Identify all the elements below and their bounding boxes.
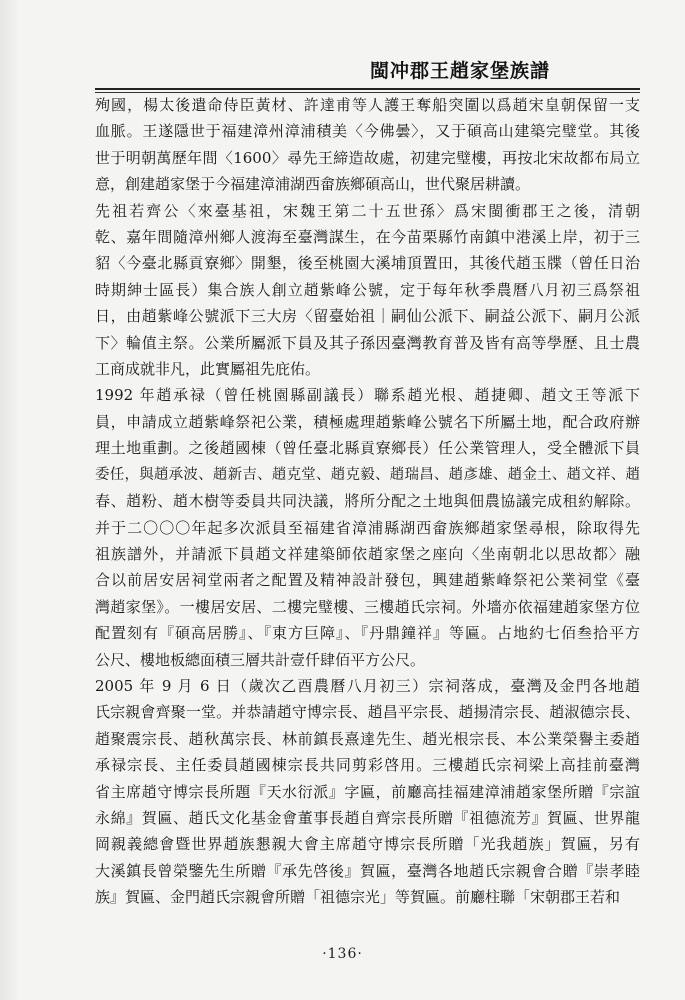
text-line: 大溪鎮長曾榮鑒先生所贈『承先啓後』賀匾，臺灣各地趙氏宗親會合贈『崇孝睦 — [95, 861, 640, 880]
text-line: 委任，與趙承波、趙新吉、趙克堂、趙克毅、趙瑞昌、趙彥雄、趙金土、趙文祥、趙 — [95, 466, 640, 483]
text-line: 岡親義總會暨世界趙族懇親大會主席趙守博宗長所贈「光我趙族」賀匾，另有 — [95, 835, 640, 854]
scan-shadow-edge — [0, 0, 20, 1000]
text-line: 1992 年趙承禄（曾任桃園縣副議長）聯系趙光根、趙捷卿、趙文王等派下 — [95, 386, 640, 405]
text-line: 趙聚震宗長、趙秋萬宗長、林前鎮長熹達先生、趙光根宗長、本公業榮譽主委趙 — [95, 729, 640, 748]
text-line: 永綿』賀匾、趙氏文化基金會董事長趙自齊宗長所贈『祖德流芳』賀匾、世界龍 — [95, 808, 640, 827]
text-line: 灣趙家堡》。一樓居安居、二樓完璧樓、三樓趙氏宗祠。外墻亦依福建趙家堡方位 — [95, 597, 640, 616]
header-title: 閩冲郡王趙家堡族譜 — [369, 60, 550, 82]
text-line: 工商成就非凡，此實屬祖先庇佑。 — [95, 360, 321, 379]
body-text — [95, 92, 640, 911]
text-line: 下〉輪值主祭。公業所屬派下員及其子孫因臺灣教育普及皆有高等學歷、且士農 — [95, 333, 640, 352]
text-line: 氏宗親會齊聚一堂。并恭請趙守博宗長、趙昌平宗長、趙揚清宗長、趙淑德宗長、 — [95, 703, 640, 722]
text-line: 意，創建趙家堡于今福建漳浦湖西畲族鄉碩高山，世代聚居耕讀。 — [95, 175, 531, 194]
page-number: ·136· — [322, 946, 363, 962]
text-line: 并于二〇〇〇年起多次派員至福建省漳浦縣湖西畲族鄉趙家堡尋根，除取得先 — [95, 518, 640, 537]
text-line: 員，申請成立趙紫峰祭祀公業，積極處理趙紫峰公號名下所屬土地，配合政府辦 — [95, 412, 640, 431]
running-header — [95, 46, 640, 86]
text-line: 省主席趙守博宗長所題『天水衍派』字匾，前廳高挂福建漳浦趙家堡所贈『宗誼 — [95, 782, 640, 801]
text-line: 血脈。王遂隱世于福建漳州漳浦積美〈今佛曇〉，又于碩高山建築完璧堂。其後 — [95, 122, 640, 141]
text-line: 乾、嘉年間隨漳州鄉人渡海至臺灣謀生，在今苗栗縣竹南鎮中港溪上岸，初于三 — [95, 228, 640, 247]
text-line: 殉國，楊太後遣命侍臣黃材、許達甫等人護王奪船突圍以爲趙宋皇朝保留一支 — [95, 96, 640, 114]
paragraph — [95, 673, 640, 911]
text-line: 先祖若齊公〈來臺基祖，宋魏王第二十五世孫〉爲宋閩衝郡王之後，清朝 — [95, 201, 640, 220]
header-rule-thick — [95, 88, 640, 90]
text-line: 合以前居安居祠堂兩者之配置及精神設計發包，興建趙紫峰祭祀公業祠堂《臺 — [95, 571, 640, 590]
text-line: 承禄宗長、主任委員趙國棟宗長共同剪彩啓用。三樓趙氏宗祠梁上高挂前臺灣 — [95, 756, 640, 775]
text-line: 時期紳士區長）集合族人創立趙紫峰公號，定于每年秋季農曆八月初三爲祭祖 — [95, 280, 640, 299]
text-line: 配置刻有『碩高居勝』、『東方巨障』、『丹鼎鐘祥』等匾。占地約七佰叁拾平方 — [95, 624, 640, 643]
paragraph — [95, 198, 640, 383]
text-line: 2005 年 9 月 6 日（歲次乙酉農曆八月初三）宗祠落成，臺灣及金門各地趙 — [95, 676, 640, 695]
text-line: 族』賀匾、金門趙氏宗親會所贈「祖德宗光」等賀匾。前廳柱聯「宋朝郡王若和 — [95, 888, 621, 907]
text-line: 公尺、樓地板總面積三層共計壹仟肆佰平方公尺。 — [95, 650, 426, 669]
paragraph — [95, 382, 640, 672]
text-line: 世于明朝萬歷年間〈1600〉尋先王締造故處，初建完璧樓，再按北宋故都布局立 — [95, 148, 640, 167]
text-line: 日，由趙紫峰公號派下三大房〈留臺始祖｜嗣仙公派下、嗣益公派下、嗣月公派 — [95, 307, 640, 326]
text-line: 貂〈今臺北縣貢寮鄉〉開墾，後至桃園大溪埔頂置田，其後代趙玉牒（曾任日治 — [95, 254, 640, 273]
text-line: 理土地重劃。之後趙國棟（曾任臺北縣貢寮鄉長）任公業管理人，受全體派下員 — [95, 439, 640, 458]
paragraph — [95, 92, 640, 198]
text-line: 祖族譜外，并請派下員趙文祥建築師依趙家堡之座向〈坐南朝北以思故都〉融 — [95, 544, 640, 563]
text-line: 春、趙粉、趙木樹等委員共同決議，將所分配之土地與佃農協議完成租約解除。 — [95, 492, 640, 511]
